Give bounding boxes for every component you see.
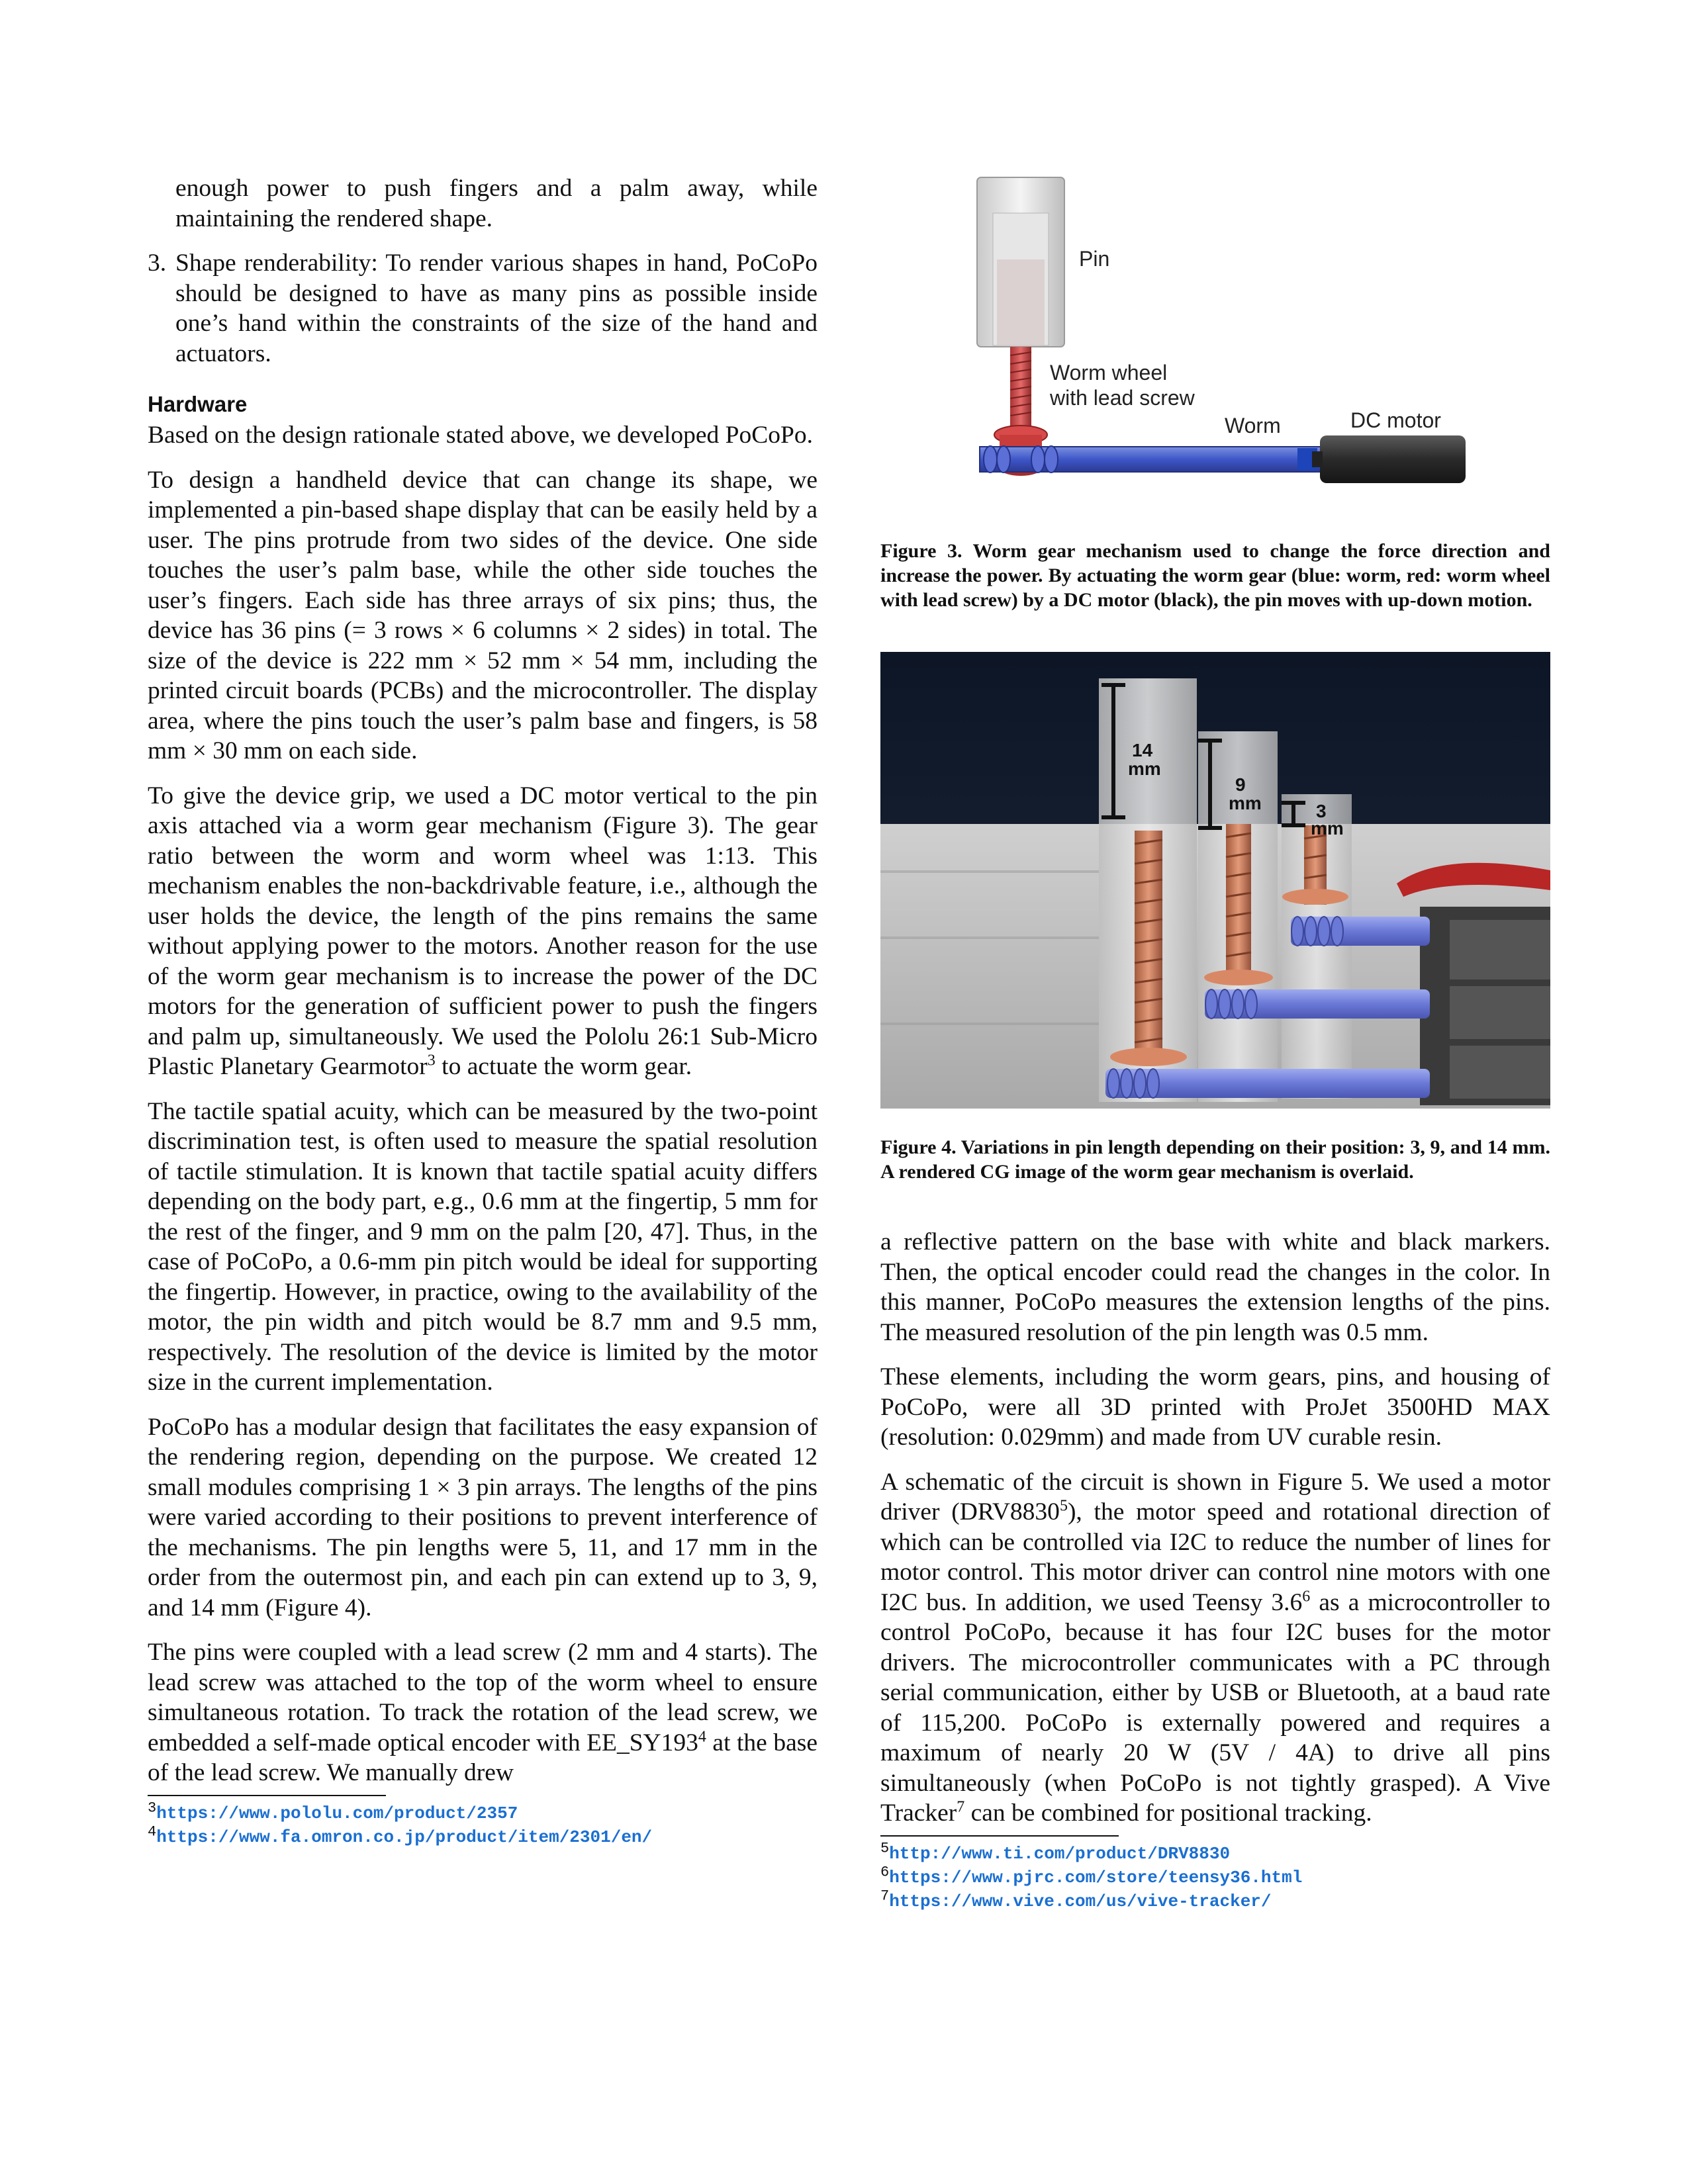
label-worm: Worm bbox=[1225, 414, 1281, 437]
right-text bbox=[880, 1227, 1550, 1913]
paragraph: PoCoPo has a modular design that facilitates the easy expansion of the rendering region, depending on the purpose. We created 12 small modules comprising 1 × 3 pin arrays. The lengths of the pins were varied according to their positions to prevent interference of the mechanisms. The pin lengths were 5, 11, and 17 mm in the order from the outermost pin, and each pin can extend up to 3, 9, and 14 mm (Figure 4). bbox=[148, 1413, 818, 1621]
label-3: 3 bbox=[1316, 801, 1327, 821]
lead-screw bbox=[1010, 347, 1031, 426]
pin-3mm bbox=[1282, 794, 1352, 1099]
section-heading-hardware: Hardware bbox=[148, 392, 248, 416]
label-worm-wheel: Worm wheel bbox=[1050, 361, 1168, 385]
list-number: 3. bbox=[148, 250, 167, 277]
label-pin: Pin bbox=[1079, 247, 1110, 271]
footnote-4[interactable]: $^4$https://www.fa.omron.co.jp/product/item/2301/en/ bbox=[148, 1823, 653, 1847]
footnote-5[interactable]: $^5$http://www.ti.com/product/DRV8830 bbox=[880, 1839, 1231, 1864]
pin-9mm bbox=[1198, 731, 1278, 1102]
paragraph: To design a handheld device that can change its shape, we implemented a pin-based shape display that can be easily held by a user. The pins protrude from two sides of the device. One side touches the user’s palm base, while the other side touches the user’s fingers. Each side has three arrays of six pins; thus, the device has 36 pins (= 3 rows × 6 columns × 2 sides) in total. The size of the device is 222 mm × 52 mm × 54 mm, including the printed circuit boards (PCBs) and the microcontroller. The display area, where the pins touch the user’s palm base and fingers, is 58 mm × 30 mm on each side. bbox=[148, 466, 818, 764]
figure-4 bbox=[880, 652, 1550, 1184]
paragraph: To give the device grip, we used a DC motor vertical to the pin axis attached via a worm gear mechanism (Figure 3). The gear ratio between the worm and worm wheel was 1:13. This mechanism enables the non-backdrivable feature, i.e., although the user holds the device, the length of the pins remains the same without applying power to the motors. Another reason for the use of the worm gear mechanism is to increase the power of the DC motors for the generation of sufficient power to push the fingers and palm up, simultaneously. We used the Pololu 26:1 Sub-Micro Plastic Planetary Gearmotor$^3$ to actuate the worm gear. bbox=[148, 782, 818, 1080]
label-14: 14 bbox=[1132, 740, 1153, 760]
figure-4-photo bbox=[880, 652, 1550, 1109]
left-column bbox=[148, 173, 818, 1849]
figure-3-caption: Figure 3. Worm gear mechanism used to change the force direction and increase the power. By actuating the worm gear (blue: worm, red: worm wheel with lead screw) by a DC motor (black), the pin moves with up-down motion. bbox=[880, 539, 1550, 611]
footnote-rule bbox=[148, 1795, 386, 1796]
footnote-3[interactable]: $^3$https://www.pololu.com/product/2357 bbox=[148, 1799, 518, 1823]
list-item-3 bbox=[148, 248, 818, 369]
figure-4-caption: Figure 4. Variations in pin length depending on their position: 3, 9, and 14 mm. A rendered CG image of the worm gear mechanism is overlaid. bbox=[880, 1136, 1550, 1183]
paragraph: The tactile spatial acuity, which can be measured by the two-point discrimination test, is often used to measure the spatial resolution of tactile stimulation. It is known that tactile spatial acuity differs depending on the body part, e.g., 0.6 mm at the fingertip, 5 mm for the rest of the finger, and 9 mm on the palm [20, 47]. Thus, in the case of PoCoPo, a 0.6-mm pin pitch would be ideal for supporting the fingertip. However, in practice, owing to the availability of the motor, the pin width and pitch would be 8.7 mm and 9.5 mm, respectively. The resolution of the device is limited by the motor size in the current implementation. bbox=[148, 1097, 818, 1396]
pin-housing bbox=[977, 177, 1064, 347]
figure-3-illustration bbox=[880, 173, 1550, 504]
footnote-6[interactable]: $^6$https://www.pjrc.com/store/teensy36.html bbox=[880, 1863, 1303, 1888]
footnote-ref: 5 bbox=[1059, 1497, 1068, 1515]
footnote-ref: 4 bbox=[698, 1728, 706, 1745]
pin-14mm bbox=[1099, 678, 1197, 1102]
paragraph: Based on the design rationale stated above, we developed PoCoPo. bbox=[148, 422, 813, 449]
footnote-ref: 6 bbox=[1302, 1588, 1311, 1605]
right-column bbox=[880, 0, 1550, 2184]
label-dc-motor: DC motor bbox=[1350, 408, 1441, 432]
footnote-rule bbox=[880, 1835, 1119, 1837]
label-lead-screw: with lead screw bbox=[1050, 386, 1195, 410]
footnote-7[interactable]: $^7$https://www.vive.com/us/vive-tracker/ bbox=[880, 1887, 1272, 1911]
footnote-ref: 7 bbox=[957, 1798, 965, 1816]
paragraph: The pins were coupled with a lead screw (2 mm and 4 starts). The lead screw was attached to the top of the worm wheel to ensure simultaneous rotation. To track the rotation of the lead screw, we embedded a self-made optical encoder with $EE\_SY193^4$ at the base of the lead screw. We manually drew bbox=[148, 1639, 818, 1786]
dc-motor bbox=[1312, 435, 1466, 483]
paragraph: a reflective pattern on the base with white and black markers. Then, the optical encoder could read the changes in the color. In this manner, PoCoPo measures the extension lengths of the pins. The measured resolution of the pin length was 0.5 mm. bbox=[880, 1228, 1550, 1346]
paragraph: A schematic of the circuit is shown in Figure 5. We used a motor driver (DRV8830$^5$), the motor speed and rotational direction of which can be controlled via I2C to reduce the number of lines for motor control. This motor driver can control nine motors with one I2C bus. In addition, we used Teensy $3.6^6$ as a microcontroller to control PoCoPo, because it has four I2C buses for the motor drivers. The microcontroller communicates with a PC through serial communication, either by USB or Bluetooth, at a baud rate of 115,200. PoCoPo is externally powered and requires a maximum of nearly 20 W (5V / 4A) to drive all pins simultaneously (when PoCoPo is not tightly grasped). A Vive Tracker$^7$ can be combined for positional tracking. bbox=[880, 1468, 1551, 1827]
list-item-2-continuation: enough power to push fingers and a palm away, while maintaining the rendered shape. bbox=[175, 175, 818, 232]
label-9: 9 bbox=[1235, 774, 1246, 795]
figure-3 bbox=[880, 173, 1550, 612]
footnote-ref: 3 bbox=[427, 1052, 436, 1069]
label-9-unit: mm bbox=[1229, 793, 1262, 813]
label-3-unit: mm bbox=[1311, 818, 1344, 839]
worm-shaft bbox=[980, 446, 1324, 473]
paragraph: These elements, including the worm gears, pins, and housing of PoCoPo, were all 3D printed with ProJet 3500HD MAX (resolution: 0.029mm) and made from UV curable resin. bbox=[880, 1363, 1550, 1451]
label-14-unit: mm bbox=[1128, 758, 1161, 779]
list-item-text: Shape renderability: To render various shapes in hand, PoCoPo should be designed to have as many pins as possible inside one’s hand within the constraints of the size of the hand and actuators. bbox=[175, 250, 818, 367]
